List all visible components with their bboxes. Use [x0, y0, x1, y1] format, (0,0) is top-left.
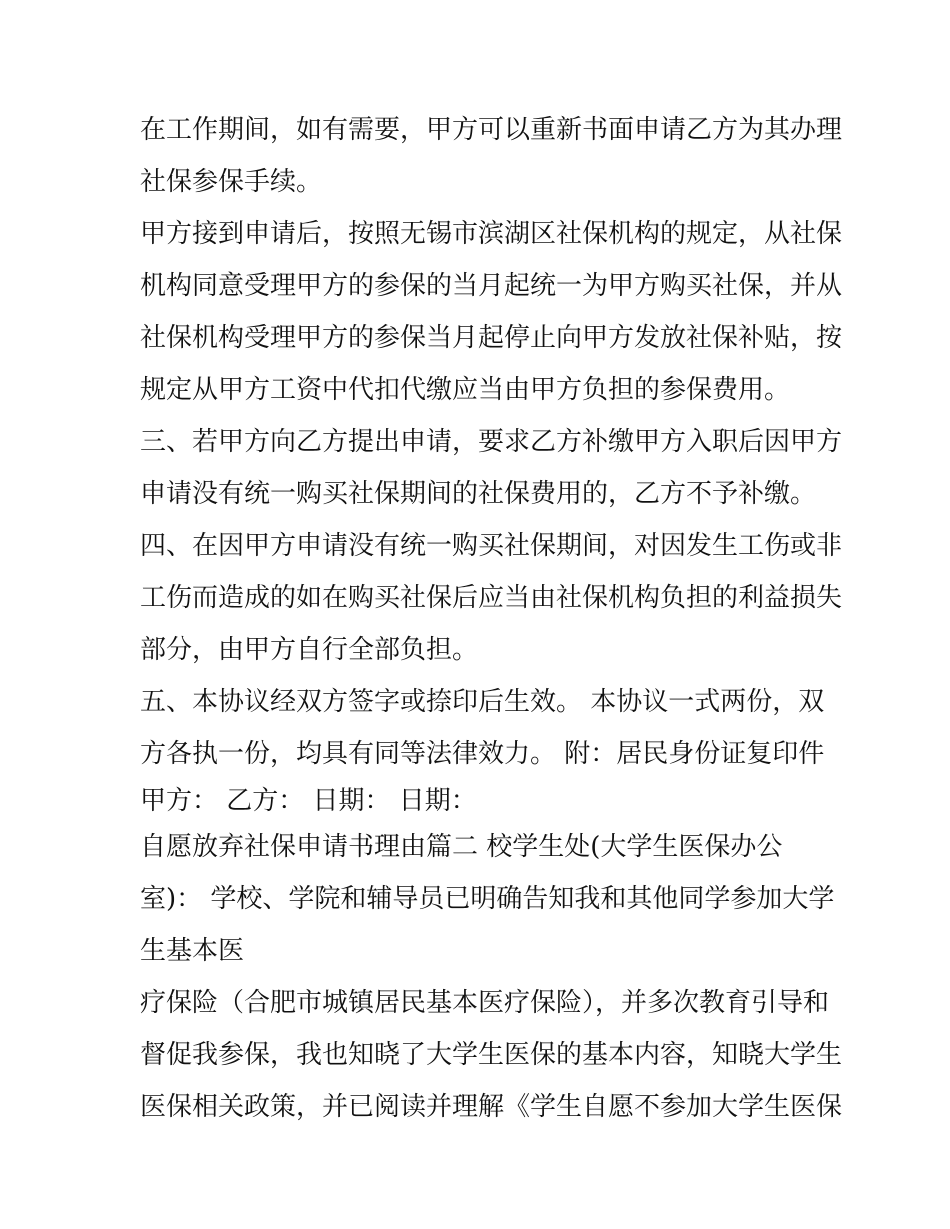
text-line: 生基本医	[140, 936, 245, 966]
text-line: 工伤而造成的如在购买社保后应当由社保机构负担的利益损失	[140, 583, 843, 613]
text-line: 五、本协议经双方签字或捺印后生效。 本协议一式两份，双	[140, 687, 825, 717]
text-line: 规定从甲方工资中代扣代缴应当由甲方负担的参保费用。	[140, 375, 791, 405]
text-line: 四、在因甲方申请没有统一购买社保期间，对因发生工伤或非	[140, 531, 843, 561]
text-line: 部分，由甲方自行全部负担。	[140, 635, 479, 665]
text-line: 在工作期间，如有需要，甲方可以重新书面申请乙方为其办理	[140, 115, 843, 145]
text-line: 甲方接到申请后，按照无锡市滨湖区社保机构的规定，从社保	[140, 219, 843, 249]
text-line: 督促我参保，我也知晓了大学生医保的基本内容，知晓大学生	[140, 1040, 843, 1070]
text-line: 社保机构受理甲方的参保当月起停止向甲方发放社保补贴，按	[140, 323, 843, 353]
text-line: 医保相关政策，并已阅读并理解《学生自愿不参加大学生医保	[140, 1092, 843, 1122]
text-line: 方各执一份，均具有同等法律效力。 附：居民身份证复印件	[140, 739, 825, 769]
text-line: 三、若甲方向乙方提出申请，要求乙方补缴甲方入职后因甲方	[140, 427, 843, 457]
text-line: 申请没有统一购买社保期间的社保费用的，乙方不予补缴。	[140, 479, 817, 509]
text-line: 室)： 学校、学院和辅导员已明确告知我和其他同学参加大学	[140, 884, 835, 914]
text-line: 社保参保手续。	[140, 167, 323, 197]
text-line: 疗保险（合肥市城镇居民基本医疗保险），并多次教育引导和	[140, 988, 830, 1018]
text-line: 自愿放弃社保申请书理由篇二 校学生处(大学生医保办公	[140, 832, 783, 862]
text-line: 甲方： 乙方： 日期： 日期：	[140, 786, 477, 816]
text-line: 机构同意受理甲方的参保的当月起统一为甲方购买社保，并从	[140, 271, 843, 301]
